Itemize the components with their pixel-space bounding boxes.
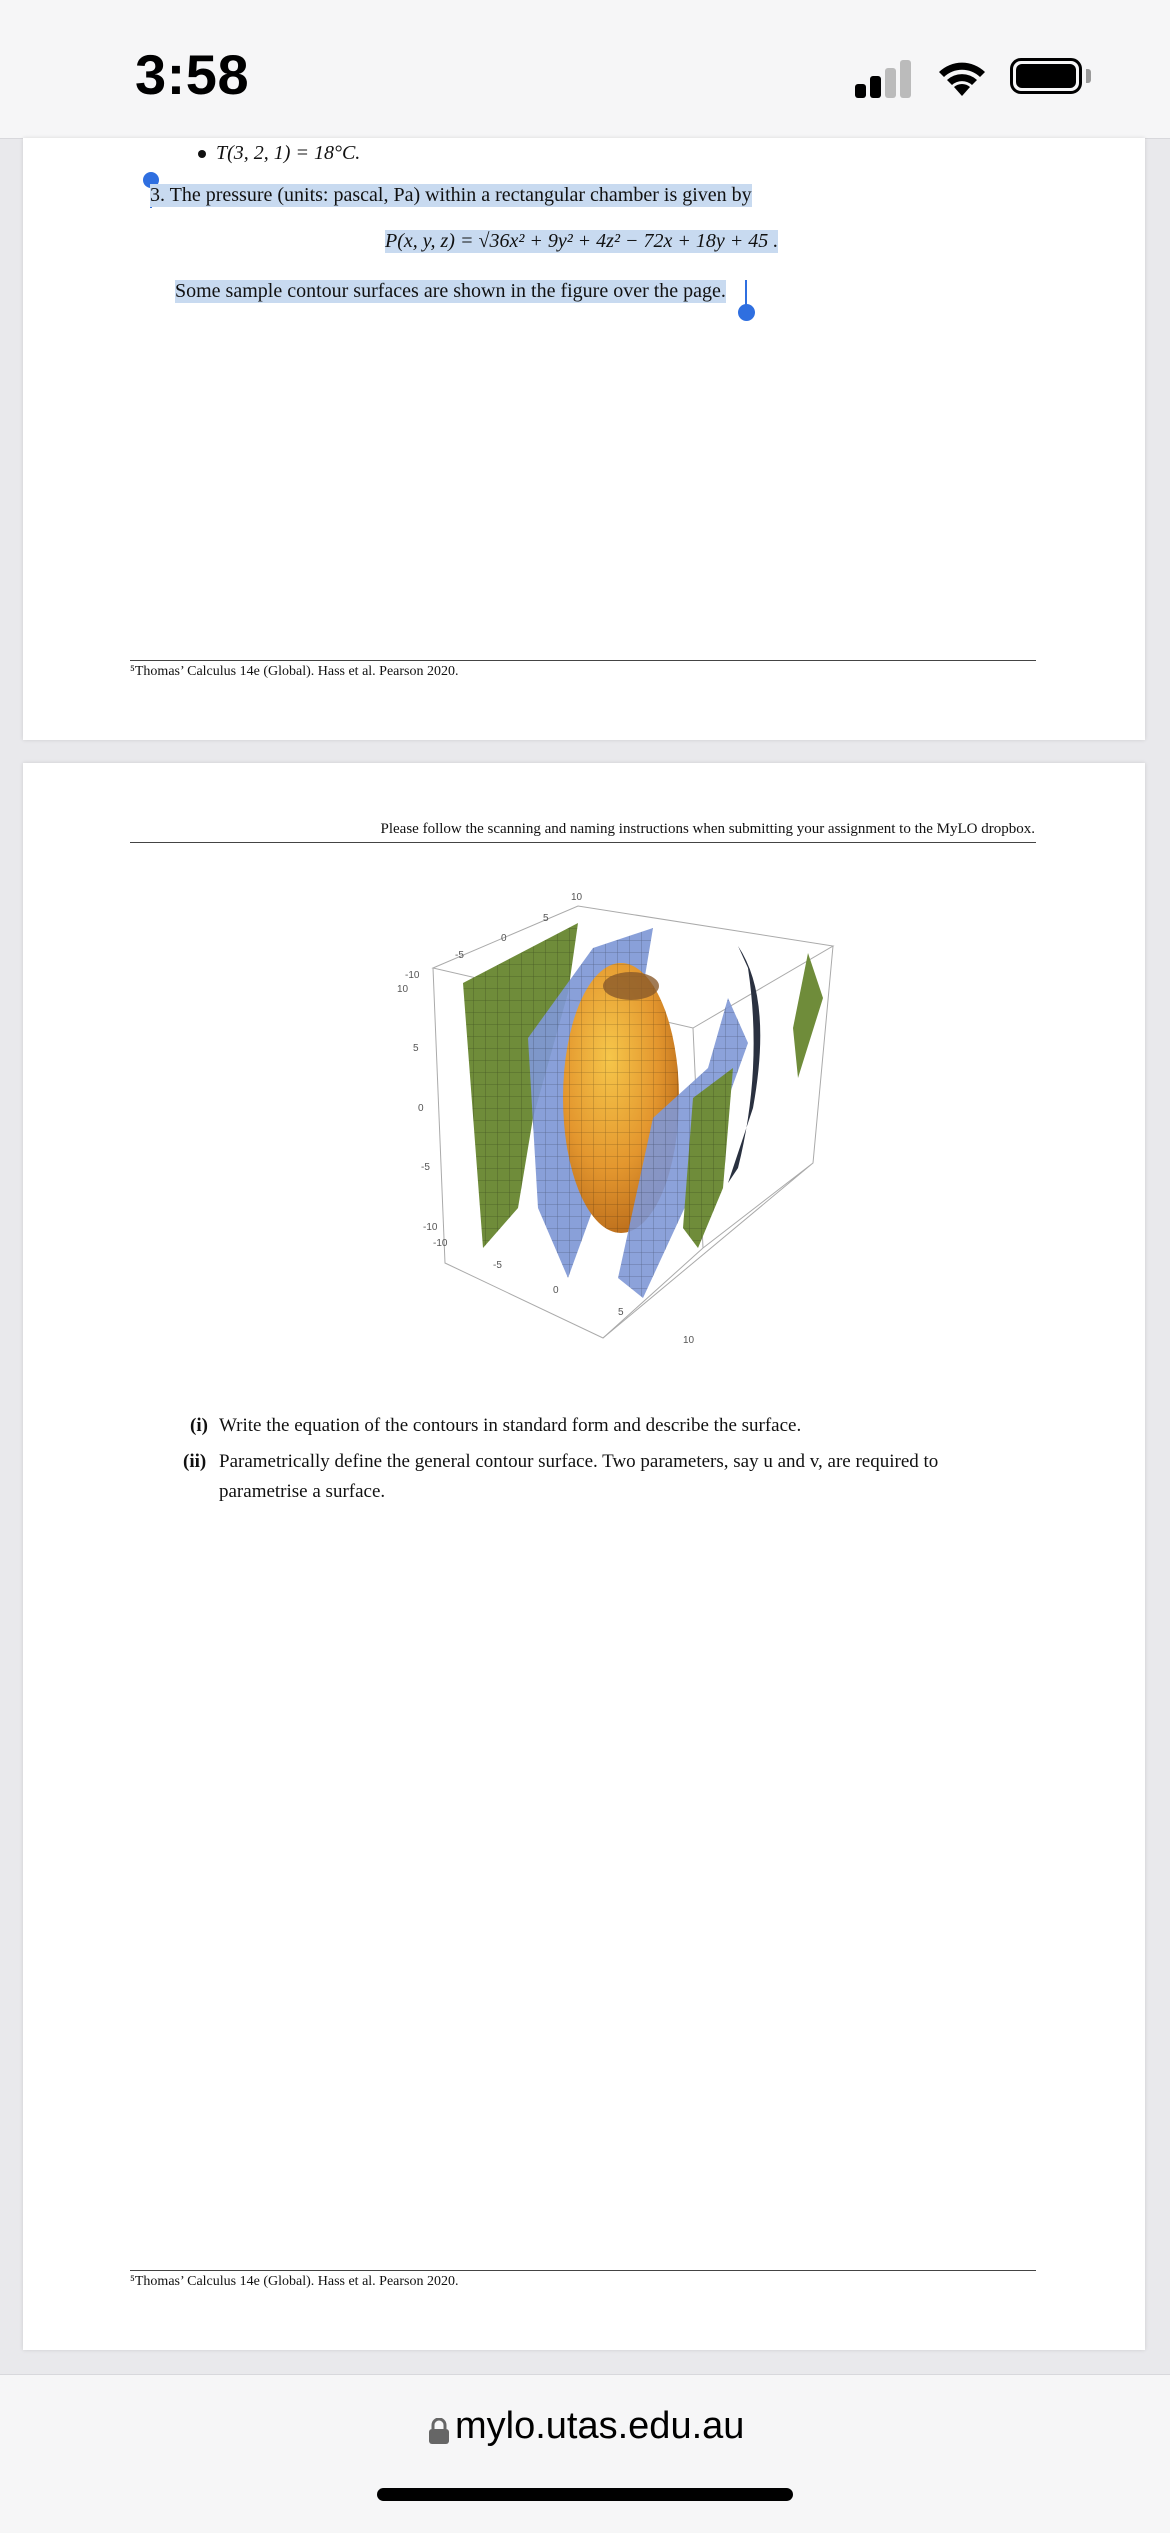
bullet-text: T(3, 2, 1) = 18°C.	[216, 142, 361, 164]
bottom-tick: 5	[618, 1307, 624, 1318]
top-tick: 10	[571, 892, 583, 903]
status-bar	[0, 0, 1170, 139]
part-i-label: (i)	[190, 1415, 208, 1436]
page-header-note: Please follow the scanning and naming instructions when submitting your assignment to the MyLO dropbox.	[380, 821, 1035, 837]
top-tick: -5	[455, 950, 464, 961]
part-i-text: Write the equation of the contours in standard form and describe the surface.	[219, 1415, 802, 1436]
pressure-formula[interactable]: P(x, y, z) = √36x² + 9y² + 4z² − 72x + 18y + 45 .	[385, 230, 779, 252]
top-tick: -10	[405, 970, 420, 981]
footnote: ⁵Thomas’ Calculus 14e (Global). Hass et al. Pearson 2020.	[130, 2274, 459, 2289]
battery-icon	[1010, 58, 1082, 94]
cellular-signal-icon	[855, 58, 915, 98]
contour-surfaces-figure	[353, 868, 883, 1378]
url-text[interactable]: mylo.utas.edu.au	[455, 2405, 745, 2447]
left-tick: -10	[423, 1222, 438, 1233]
selection-end-handle[interactable]	[738, 304, 755, 321]
document-page-1	[23, 138, 1145, 740]
bottom-tick: 0	[553, 1285, 559, 1296]
bottom-tick: -5	[493, 1260, 502, 1271]
left-tick: 0	[418, 1103, 424, 1114]
top-tick: 0	[501, 933, 507, 944]
bottom-tick: 10	[683, 1335, 695, 1346]
left-tick: 5	[413, 1043, 419, 1054]
battery-cap	[1086, 69, 1091, 83]
green-surface-far	[793, 953, 823, 1078]
document-page-2	[23, 763, 1145, 2350]
part-ii-text-line1: Parametrically define the general contour surface. Two parameters, say u and v, are required to	[219, 1451, 939, 1472]
lock-icon	[428, 2418, 450, 2444]
part-ii-text-line2: parametrise a surface.	[219, 1481, 386, 1502]
footnote: ⁵Thomas’ Calculus 14e (Global). Hass et al. Pearson 2020.	[130, 664, 459, 679]
footnote-divider	[130, 660, 1036, 661]
status-time: 3:58	[135, 43, 250, 106]
bottom-tick: -10	[433, 1238, 448, 1249]
bullet-icon	[198, 150, 206, 158]
left-tick: 10	[397, 984, 409, 995]
footnote-divider	[130, 2270, 1036, 2271]
question-3-text[interactable]: 3. The pressure (units: pascal, Pa) within a rectangular chamber is given by	[150, 184, 752, 206]
top-tick: 5	[543, 913, 549, 924]
part-ii-label: (ii)	[183, 1451, 207, 1472]
browser-address-bar[interactable]	[0, 2374, 1170, 2533]
header-divider	[130, 842, 1036, 843]
wifi-icon	[935, 56, 989, 98]
home-indicator[interactable]	[377, 2488, 793, 2501]
contour-note[interactable]: Some sample contour surfaces are shown in the figure over the page.	[175, 280, 726, 302]
left-tick: -5	[421, 1162, 430, 1173]
